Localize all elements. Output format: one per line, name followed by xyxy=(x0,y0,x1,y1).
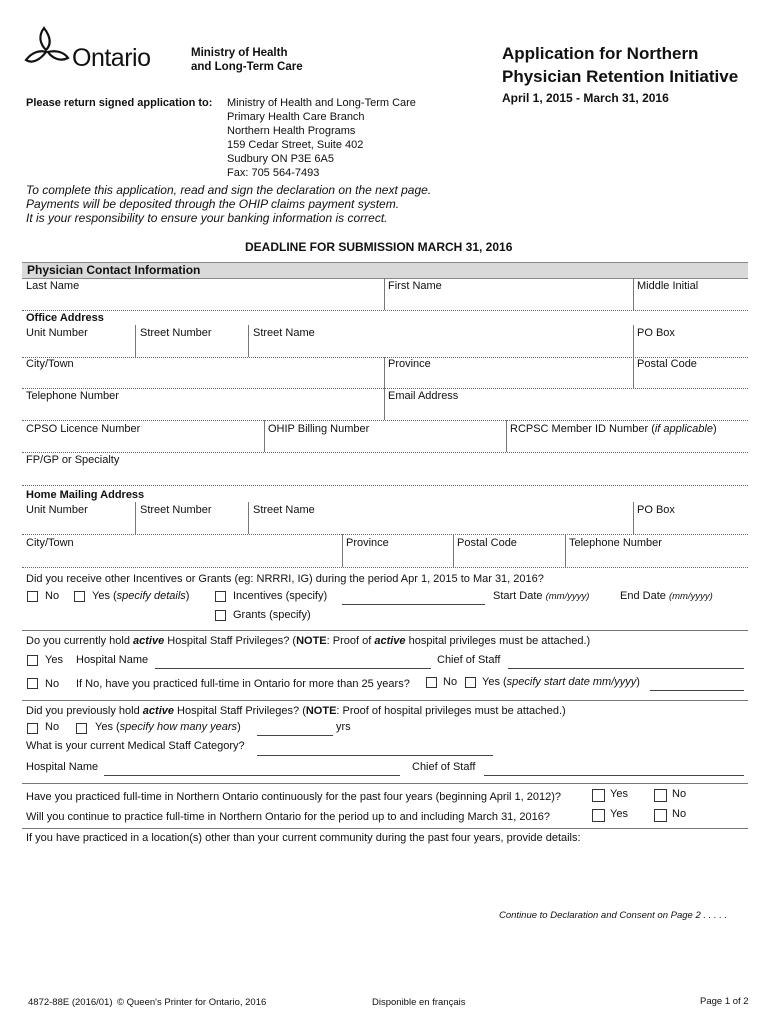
last-name-input[interactable] xyxy=(22,293,382,309)
previous-yes-checkbox[interactable] xyxy=(76,723,87,734)
ministry-line-1: Ministry of Health xyxy=(191,47,288,59)
northern-q2-yes-label: Yes xyxy=(610,808,628,820)
cpso-label: CPSO Licence Number xyxy=(26,423,141,435)
incentives-yes-suffix: ) xyxy=(185,590,190,602)
return-address-line: Primary Health Care Branch xyxy=(227,111,365,123)
return-label: Please return signed application to: xyxy=(26,97,213,109)
incentives-specify-checkbox[interactable] xyxy=(215,591,226,602)
middle-initial-input[interactable] xyxy=(635,293,748,309)
privileges-q-part3: : Proof of xyxy=(326,635,375,647)
incentives-yes-prefix: Yes ( xyxy=(92,590,117,602)
office-telephone-input[interactable] xyxy=(22,403,382,419)
po-box-label: PO Box xyxy=(637,327,675,339)
field-divider xyxy=(248,325,249,357)
previous-q-note: NOTE xyxy=(305,705,337,717)
first-name-label: First Name xyxy=(388,280,442,292)
middle-initial-label: Middle Initial xyxy=(637,280,699,292)
incentives-no-label: No xyxy=(45,590,60,602)
start-date-label xyxy=(493,590,589,602)
home-street-name-input[interactable] xyxy=(250,517,631,533)
office-city-input[interactable] xyxy=(22,371,382,387)
office-address-heading: Office Address xyxy=(26,312,104,324)
years-line[interactable] xyxy=(257,735,333,736)
practiced-25-start-line[interactable] xyxy=(650,690,744,691)
practiced-25-question: If No, have you practiced full-time in Ontario for more than 25 years? xyxy=(76,678,410,690)
incentives-yes-checkbox[interactable] xyxy=(74,591,85,602)
cpso-input[interactable] xyxy=(22,436,262,451)
section-divider xyxy=(22,630,748,631)
return-address-line: Northern Health Programs xyxy=(227,125,356,137)
privileges-q-part2: Hospital Staff Privileges? ( xyxy=(164,635,297,647)
telephone-label: Telephone Number xyxy=(569,537,662,549)
previous-q-active: active xyxy=(142,705,174,717)
staff-category-question: What is your current Medical Staff Category? xyxy=(26,740,245,752)
start-date-text: Start Date xyxy=(493,590,543,602)
northern-q1-yes-checkbox[interactable] xyxy=(592,789,605,802)
field-line xyxy=(22,452,748,453)
privileges-q-active: active xyxy=(133,635,165,647)
northern-q2-no-label: No xyxy=(672,808,687,820)
field-divider xyxy=(565,534,566,567)
rcpsc-label-suffix: ) xyxy=(712,423,717,435)
previous-question xyxy=(26,705,566,717)
field-divider xyxy=(633,502,634,534)
end-date-format: (mm/yyyy) xyxy=(668,591,713,602)
street-number-label: Street Number xyxy=(140,327,212,339)
previous-yes-italic: specify how many years xyxy=(119,721,238,733)
field-divider xyxy=(384,278,385,310)
return-address-line: 159 Cedar Street, Suite 402 xyxy=(227,139,364,151)
field-divider xyxy=(506,420,507,452)
northern-q1-yes-label: Yes xyxy=(610,788,628,800)
incentives-yes-italic: specify details xyxy=(116,590,186,602)
field-divider xyxy=(453,534,454,567)
unit-number-label: Unit Number xyxy=(26,504,88,516)
copyright: © Queen's Printer for Ontario, 2016 xyxy=(117,997,267,1008)
ontario-trillium-logo-icon xyxy=(22,24,74,70)
staff-category-line[interactable] xyxy=(257,755,493,756)
incentives-specify-line[interactable] xyxy=(342,604,485,605)
practiced-25-yes-suffix: ) xyxy=(636,676,640,688)
ohip-label: OHIP Billing Number xyxy=(268,423,370,435)
form-number: 4872-88E (2016/01) xyxy=(28,997,113,1008)
northern-q1-no-label: No xyxy=(672,788,687,800)
northern-q2-yes-checkbox[interactable] xyxy=(592,809,605,822)
practiced-25-yes-italic: specify start date mm/yyyy xyxy=(506,676,637,688)
practiced-25-yes-checkbox[interactable] xyxy=(465,677,476,688)
street-name-label: Street Name xyxy=(253,504,315,516)
yrs-label: yrs xyxy=(336,721,351,733)
grants-specify-label: Grants (specify) xyxy=(233,609,311,621)
po-box-label: PO Box xyxy=(637,504,675,516)
incentives-specify-label: Incentives (specify) xyxy=(233,590,328,602)
previous-no-checkbox[interactable] xyxy=(27,723,38,734)
rcpsc-label-italic: if applicable xyxy=(654,423,713,435)
start-date-format: (mm/yyyy) xyxy=(545,591,590,602)
field-divider xyxy=(633,325,634,357)
home-address-heading: Home Mailing Address xyxy=(26,489,145,501)
office-province-input[interactable] xyxy=(386,371,631,387)
office-unit-input[interactable] xyxy=(22,340,133,356)
city-label: City/Town xyxy=(26,358,74,370)
field-divider xyxy=(633,278,634,310)
unit-number-label: Unit Number xyxy=(26,327,88,339)
deadline-heading: DEADLINE FOR SUBMISSION MARCH 31, 2016 xyxy=(245,240,513,254)
office-postal-input[interactable] xyxy=(635,371,748,387)
last-name-label: Last Name xyxy=(26,280,80,292)
field-divider xyxy=(384,388,385,420)
field-divider xyxy=(135,502,136,534)
rcpsc-input[interactable] xyxy=(508,436,748,451)
field-divider xyxy=(135,325,136,357)
ministry-line-2: and Long-Term Care xyxy=(191,61,303,73)
field-divider xyxy=(633,357,634,388)
previous-yes-label xyxy=(95,721,241,733)
first-name-input[interactable] xyxy=(386,293,631,309)
privileges-q-note: NOTE xyxy=(296,635,327,647)
home-unit-input[interactable] xyxy=(22,517,133,533)
end-date-label xyxy=(620,590,713,602)
office-email-input[interactable] xyxy=(386,403,748,419)
field-line xyxy=(22,534,748,535)
street-number-label: Street Number xyxy=(140,504,212,516)
incentives-no-checkbox[interactable] xyxy=(27,591,38,602)
specialty-label: FP/GP or Specialty xyxy=(26,454,120,466)
office-po-box-input[interactable] xyxy=(635,340,748,356)
field-line xyxy=(22,388,748,389)
home-po-box-input[interactable] xyxy=(635,517,748,533)
previous-q-part1: Did you previously hold xyxy=(26,705,143,717)
end-date-text: End Date xyxy=(620,590,666,602)
rcpsc-label-prefix: RCPSC Member ID Number ( xyxy=(510,423,655,435)
northern-q1-no-checkbox[interactable] xyxy=(654,789,667,802)
privileges-q-part1: Do you currently hold xyxy=(26,635,133,647)
return-address-line: Ministry of Health and Long-Term Care xyxy=(227,97,416,109)
northern-q2: Will you continue to practice full-time in Northern Ontario for the period up to and including March 31, 2016? xyxy=(26,811,551,823)
grants-specify-checkbox[interactable] xyxy=(215,610,226,621)
email-label: Email Address xyxy=(388,390,459,402)
privileges-no-checkbox[interactable] xyxy=(27,678,38,689)
practiced-25-yes-label xyxy=(482,676,640,688)
home-postal-input[interactable] xyxy=(455,550,563,566)
previous-hospital-name-label: Hospital Name xyxy=(26,761,99,773)
office-street-number-input[interactable] xyxy=(137,340,246,356)
incentives-yes-label xyxy=(92,590,189,602)
french-availability: Disponible en français xyxy=(372,997,466,1008)
rcpsc-label xyxy=(510,423,717,435)
practiced-25-yes-prefix: Yes ( xyxy=(482,676,507,688)
other-locations-details-area[interactable] xyxy=(22,848,748,900)
instruction-line: To complete this application, read and sign the declaration on the next page. xyxy=(26,183,432,197)
hospital-name-line[interactable] xyxy=(155,668,431,669)
previous-chief-of-staff-label: Chief of Staff xyxy=(412,761,476,773)
privileges-yes-label: Yes xyxy=(45,654,63,666)
practiced-25-no-checkbox[interactable] xyxy=(426,677,437,688)
province-label: Province xyxy=(346,537,389,549)
previous-no-label: No xyxy=(45,721,60,733)
section-divider xyxy=(22,700,748,701)
previous-yes-suffix: ) xyxy=(237,721,241,733)
title-line-1: Application for Northern xyxy=(502,44,699,63)
ohip-input[interactable] xyxy=(266,436,504,451)
field-line xyxy=(22,567,748,568)
page-number: Page 1 of 2 xyxy=(700,996,749,1007)
privileges-q-part4: hospital privileges must be attached.) xyxy=(405,635,591,647)
privileges-q-active-2: active xyxy=(374,635,406,647)
northern-q2-no-checkbox[interactable] xyxy=(654,809,667,822)
section-title: Physician Contact Information xyxy=(27,263,201,277)
instruction-line: It is your responsibility to ensure your banking information is correct. xyxy=(26,211,388,225)
city-label: City/Town xyxy=(26,537,74,549)
period: April 1, 2015 - March 31, 2016 xyxy=(502,91,669,105)
section-divider xyxy=(22,828,748,829)
field-divider xyxy=(384,357,385,388)
home-telephone-input[interactable] xyxy=(567,550,748,566)
previous-yes-prefix: Yes ( xyxy=(95,721,120,733)
office-street-name-input[interactable] xyxy=(250,340,631,356)
continue-note: Continue to Declaration and Consent on Page 2 . . . . . xyxy=(499,910,728,921)
privileges-yes-checkbox[interactable] xyxy=(27,655,38,666)
return-address-line: Sudbury ON P3E 6A5 xyxy=(227,153,335,165)
home-city-input[interactable] xyxy=(22,550,340,566)
privileges-question xyxy=(26,635,590,647)
field-line xyxy=(22,310,748,311)
field-divider xyxy=(264,420,265,452)
hospital-name-label: Hospital Name xyxy=(76,654,149,666)
telephone-label: Telephone Number xyxy=(26,390,119,402)
chief-of-staff-label: Chief of Staff xyxy=(437,654,501,666)
field-divider xyxy=(342,534,343,567)
northern-q3: If you have practiced in a location(s) other than your current community during the past four years, provide details: xyxy=(26,832,581,844)
incentives-question: Did you receive other Incentives or Grants (eg: NRRRI, IG) during the period Apr 1, 2015 to Mar 31, 2016? xyxy=(26,573,544,585)
street-name-label: Street Name xyxy=(253,327,315,339)
field-divider xyxy=(248,502,249,534)
previous-q-part2: Hospital Staff Privileges? ( xyxy=(174,705,306,717)
home-street-number-input[interactable] xyxy=(137,517,246,533)
chief-of-staff-line[interactable] xyxy=(508,668,744,669)
northern-q1: Have you practiced full-time in Northern Ontario continuously for the past four years (beginning April 1, 2012)? xyxy=(26,791,562,803)
section-divider xyxy=(22,783,748,784)
province-label: Province xyxy=(388,358,431,370)
previous-chief-of-staff-line[interactable] xyxy=(484,775,744,776)
previous-hospital-name-line[interactable] xyxy=(104,775,400,776)
field-line xyxy=(22,420,748,421)
practiced-25-no-label: No xyxy=(443,676,458,688)
title-line-2: Physician Retention Initiative xyxy=(502,67,739,86)
return-address-line: Fax: 705 564-7493 xyxy=(227,167,320,179)
logo-wordmark: Ontario xyxy=(72,44,151,72)
previous-q-part3: : Proof of hospital privileges must be attached.) xyxy=(336,705,566,717)
postal-code-label: Postal Code xyxy=(637,358,697,370)
instruction-line: Payments will be deposited through the OHIP claims payment system. xyxy=(26,197,400,211)
field-line xyxy=(22,485,748,486)
home-province-input[interactable] xyxy=(344,550,451,566)
privileges-no-label: No xyxy=(45,678,60,690)
specialty-input[interactable] xyxy=(22,468,748,484)
postal-code-label: Postal Code xyxy=(457,537,517,549)
